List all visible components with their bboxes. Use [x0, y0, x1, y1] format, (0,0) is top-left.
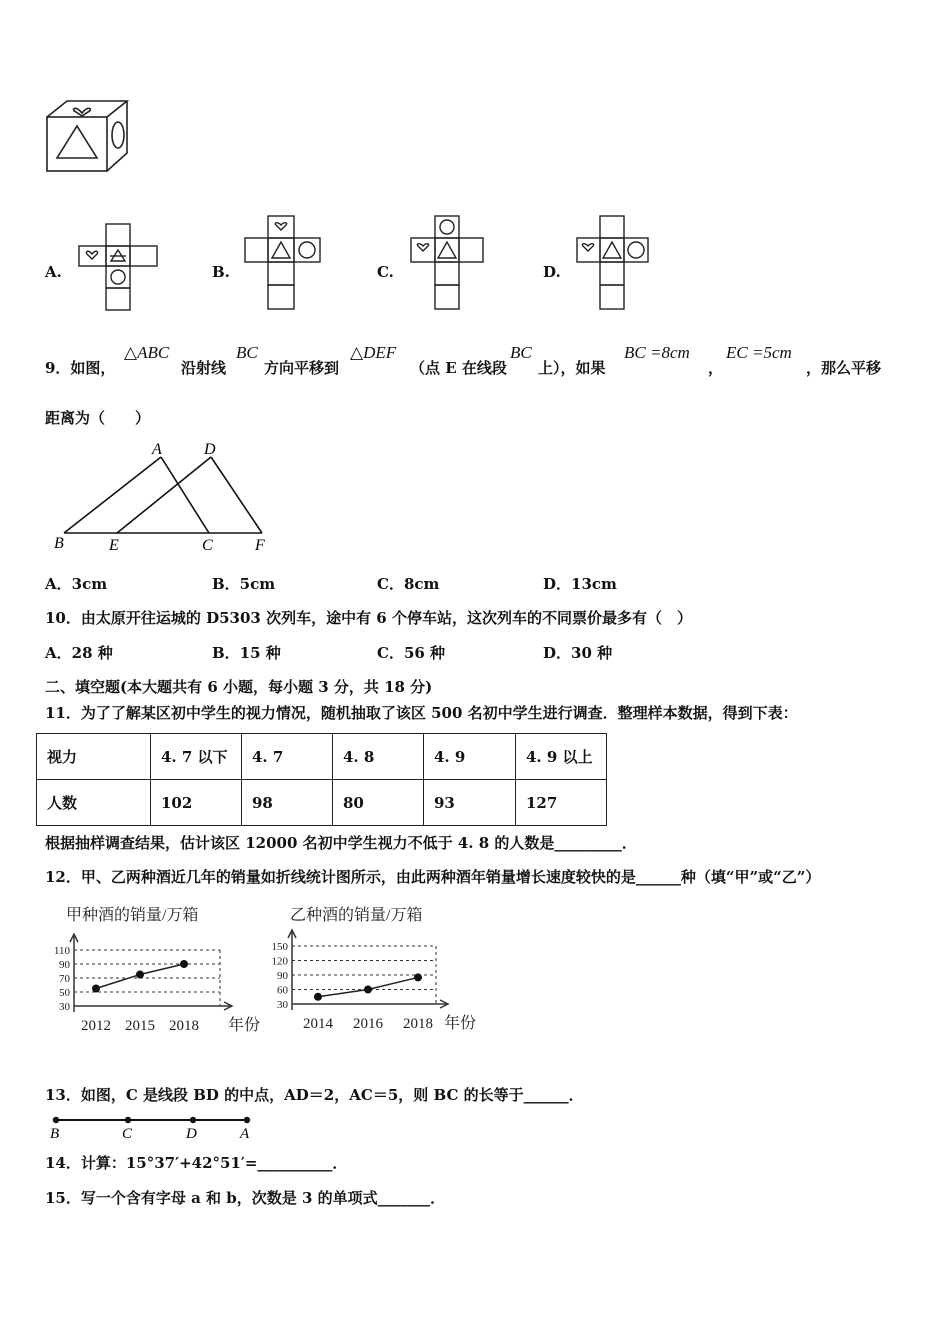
q9-text-1: 沿射线: [181, 359, 227, 377]
x-tick-label: 2018: [403, 1016, 433, 1032]
table-cell: 4. 7: [242, 734, 333, 780]
table-cell: 人数: [37, 780, 151, 826]
x-axis-label: 年份: [444, 1015, 477, 1032]
q9-option-b[interactable]: B．5cm: [212, 575, 276, 593]
y-tick-label: 150: [271, 941, 288, 953]
label-f: F: [255, 537, 265, 554]
label-b: B: [54, 535, 64, 552]
x-tick-label: 2014: [303, 1016, 333, 1032]
q9-text-3: （点 E 在线段: [410, 359, 507, 377]
chart-yi: [262, 898, 492, 1038]
section-2-title: 二、填空题(本大题共有 6 小题，每小题 3 分，共 18 分): [45, 678, 433, 696]
table-row: [37, 734, 607, 780]
data-point: [364, 986, 372, 994]
q9-option-d[interactable]: D．13cm: [543, 575, 617, 593]
y-tick-label: 70: [59, 973, 70, 985]
table-cell: 4. 9 以上: [516, 734, 607, 780]
cube-figure: [40, 95, 140, 177]
q9-tri-abc: △ABC: [124, 343, 170, 362]
q9-text-4: 上），如果: [538, 359, 606, 377]
q10-option-d[interactable]: D．30 种: [543, 644, 613, 662]
label-b: B: [50, 1126, 60, 1142]
table-cell: 4. 9: [424, 734, 516, 780]
data-point: [414, 973, 422, 981]
q10-option-b[interactable]: B．15 种: [212, 644, 281, 662]
q9-triangle-figure: [44, 440, 284, 560]
q9-bc-2: BC: [510, 343, 532, 362]
point-b: [53, 1117, 59, 1123]
triangle-icon: [57, 126, 97, 158]
q9-bc-equation: BC =8cm: [624, 343, 690, 362]
q8-option-a-label: A.: [45, 263, 62, 281]
q13-text: 13．如图，C 是线段 BD 的中点，AD＝2，AC＝5，则 BC 的长等于______．: [45, 1086, 584, 1104]
chart-jia: [40, 898, 260, 1038]
label-a: A: [152, 441, 162, 458]
label-c: C: [122, 1126, 133, 1142]
vision-table: [36, 733, 607, 826]
chart-title: 甲种酒的销量/万箱: [66, 907, 199, 924]
table-cell: 98: [242, 780, 333, 826]
q8-option-a-net[interactable]: [76, 221, 162, 313]
data-point: [180, 960, 188, 968]
table-row: [37, 780, 607, 826]
q9-text-2: 方向平移到: [264, 359, 340, 377]
y-tick-label: 90: [277, 970, 288, 982]
q9-bc-1: BC: [236, 343, 258, 362]
label-a: A: [240, 1126, 250, 1142]
y-tick-label: 90: [59, 959, 70, 971]
q8-option-c-net[interactable]: [408, 213, 488, 313]
q8-option-b-label: B.: [212, 263, 230, 281]
label-d: D: [186, 1126, 197, 1142]
q11-after-text: 根据抽样调查结果，估计该区 12000 名初中学生视力不低于 4. 8 的人数是_________．: [45, 834, 637, 852]
q9-option-c[interactable]: C．8cm: [377, 575, 440, 593]
x-tick-label: 2018: [169, 1018, 199, 1034]
x-tick-label: 2012: [81, 1018, 111, 1034]
q9-option-a[interactable]: A．3cm: [45, 575, 108, 593]
y-tick-label: 120: [271, 955, 288, 968]
q10-option-a[interactable]: A．28 种: [45, 644, 113, 662]
table-cell: 102: [151, 780, 242, 826]
q10-text: 10．由太原开往运城的 D5303 次列车，途中有 6 个停车站，这次列车的不同票价最多有（ ）: [45, 609, 692, 627]
q8-option-c-label: C.: [377, 263, 394, 281]
table-cell: 93: [424, 780, 516, 826]
y-tick-label: 50: [59, 987, 70, 999]
q11-text: 11．为了了解某区初中学生的视力情况，随机抽取了该区 500 名初中学生进行调查．整理样本数据，得到下表：: [45, 704, 798, 722]
chart-title: 乙种酒的销量/万箱: [290, 907, 423, 924]
q8-option-b-net[interactable]: [242, 213, 324, 313]
q15-text: 15．写一个含有字母 a 和 b，次数是 3 的单项式_______．: [45, 1189, 446, 1207]
table-cell: 80: [333, 780, 424, 826]
q9-number: 9．如图，: [45, 359, 116, 377]
table-cell: 视力: [37, 734, 151, 780]
x-tick-label: 2016: [353, 1016, 383, 1032]
y-tick-label: 30: [277, 999, 288, 1011]
q13-segment-figure: [44, 1111, 264, 1143]
data-point: [136, 971, 144, 979]
circle-icon: [112, 122, 124, 148]
q9-text-5: ，那么平移: [806, 359, 882, 377]
data-point: [92, 985, 100, 993]
q9-comma: ，: [708, 359, 724, 377]
q14-text: 14．计算：15°37′+42°51′=__________．: [45, 1154, 348, 1172]
x-axis-label: 年份: [228, 1017, 260, 1034]
label-c: C: [202, 537, 213, 554]
y-tick-label: 110: [53, 945, 70, 957]
point-a: [244, 1117, 250, 1123]
table-cell: 4. 8: [333, 734, 424, 780]
label-d: D: [204, 441, 216, 458]
table-cell: 127: [516, 780, 607, 826]
table-cell: 4. 7 以下: [151, 734, 242, 780]
q9-ec-equation: EC =5cm: [726, 343, 792, 362]
point-d: [190, 1117, 196, 1123]
q9-tri-def: △DEF: [350, 343, 397, 362]
q10-option-c[interactable]: C．56 种: [377, 644, 446, 662]
label-e: E: [109, 537, 119, 554]
q9-line-2: 距离为（ ）: [45, 409, 151, 427]
point-c: [125, 1117, 131, 1123]
q12-text: 12．甲、乙两种酒近几年的销量如折线统计图所示，由此两种酒年销量增长速度较快的是______种（填“甲”或“乙”）: [45, 868, 821, 886]
q8-option-d-label: D.: [543, 263, 561, 281]
heart-icon: [74, 108, 91, 116]
q8-option-d-net[interactable]: [574, 213, 654, 313]
x-tick-label: 2015: [125, 1018, 155, 1034]
y-tick-label: 30: [59, 1001, 70, 1013]
data-point: [314, 993, 322, 1001]
y-tick-label: 60: [277, 984, 288, 997]
